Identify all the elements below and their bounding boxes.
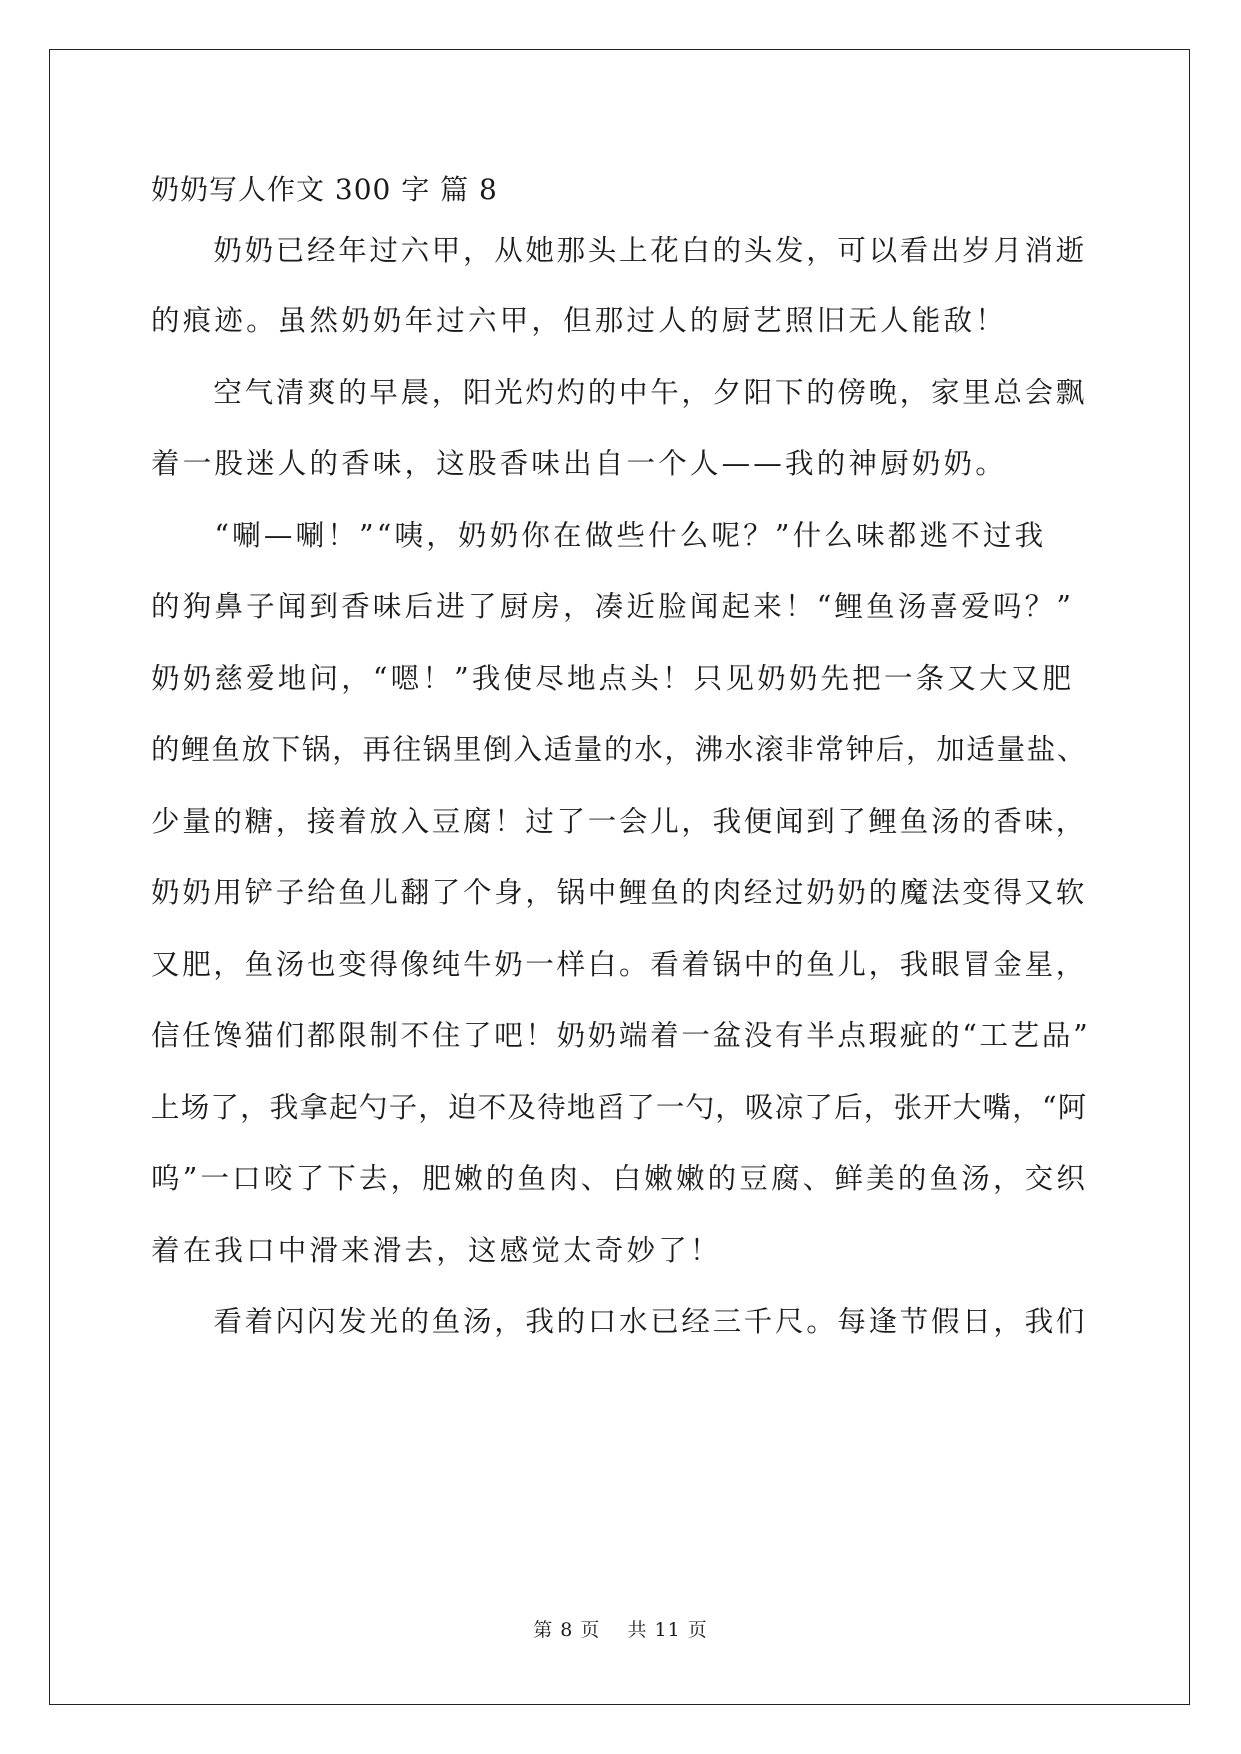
body-line: 着一股迷人的香味，这股香味出自一个人——我的神厨奶奶。 <box>151 447 1007 480</box>
body-line: 空气清爽的早晨，阳光灼灼的中午，夕阳下的傍晚，家里总会飘 <box>151 376 1088 409</box>
document-title: 奶奶写人作文 300 字 篇 8 <box>151 173 498 206</box>
body-line: 着在我口中滑来滑去，这感觉太奇妙了！ <box>151 1234 722 1267</box>
body-line: 又肥，鱼汤也变得像纯牛奶一样白。看着锅中的鱼儿，我眼冒金星， <box>151 948 1088 981</box>
page-number-footer: 第 8 页 共 11 页 <box>533 1619 708 1641</box>
body-line: 奶奶已经年过六甲，从她那头上花白的头发，可以看出岁月消逝 <box>151 234 1088 267</box>
body-line: 的鲤鱼放下锅，再往锅里倒入适量的水，沸水滚非常钟后，加适量盐、 <box>151 733 1088 766</box>
body-line: 呜”一口咬了下去，肥嫩的鱼肉、白嫩嫩的豆腐、鲜美的鱼汤，交织 <box>151 1162 1089 1195</box>
body-line: 信任馋猫们都限制不住了吧！奶奶端着一盆没有半点瑕疵的“工艺品” <box>151 1019 1091 1052</box>
body-line: 看着闪闪发光的鱼汤，我的口水已经三千尺。每逢节假日，我们 <box>151 1305 1088 1338</box>
body-line: 少量的糖，接着放入豆腐！过了一会儿，我便闻到了鲤鱼汤的香味， <box>151 805 1088 838</box>
body-line: 奶奶慈爱地问，“嗯！”我使尽地点头！只见奶奶先把一条又大又肥 <box>151 662 1075 695</box>
body-line: “唰—唰！”“咦，奶奶你在做些什么呢？”什么味都逃不过我 <box>151 519 1047 552</box>
body-line: 的狗鼻子闻到香味后进了厨房，凑近脸闻起来！“鲤鱼汤喜爱吗？” <box>151 590 1075 623</box>
body-line: 上场了，我拿起勺子，迫不及待地舀了一勺，吸凉了后，张开大嘴，“阿 <box>151 1091 1088 1124</box>
body-line: 奶奶用铲子给鱼儿翻了个身，锅中鲤鱼的肉经过奶奶的魔法变得又软 <box>151 876 1088 909</box>
body-line: 的痕迹。虽然奶奶年过六甲，但那过人的厨艺照旧无人能敌！ <box>151 304 1007 337</box>
